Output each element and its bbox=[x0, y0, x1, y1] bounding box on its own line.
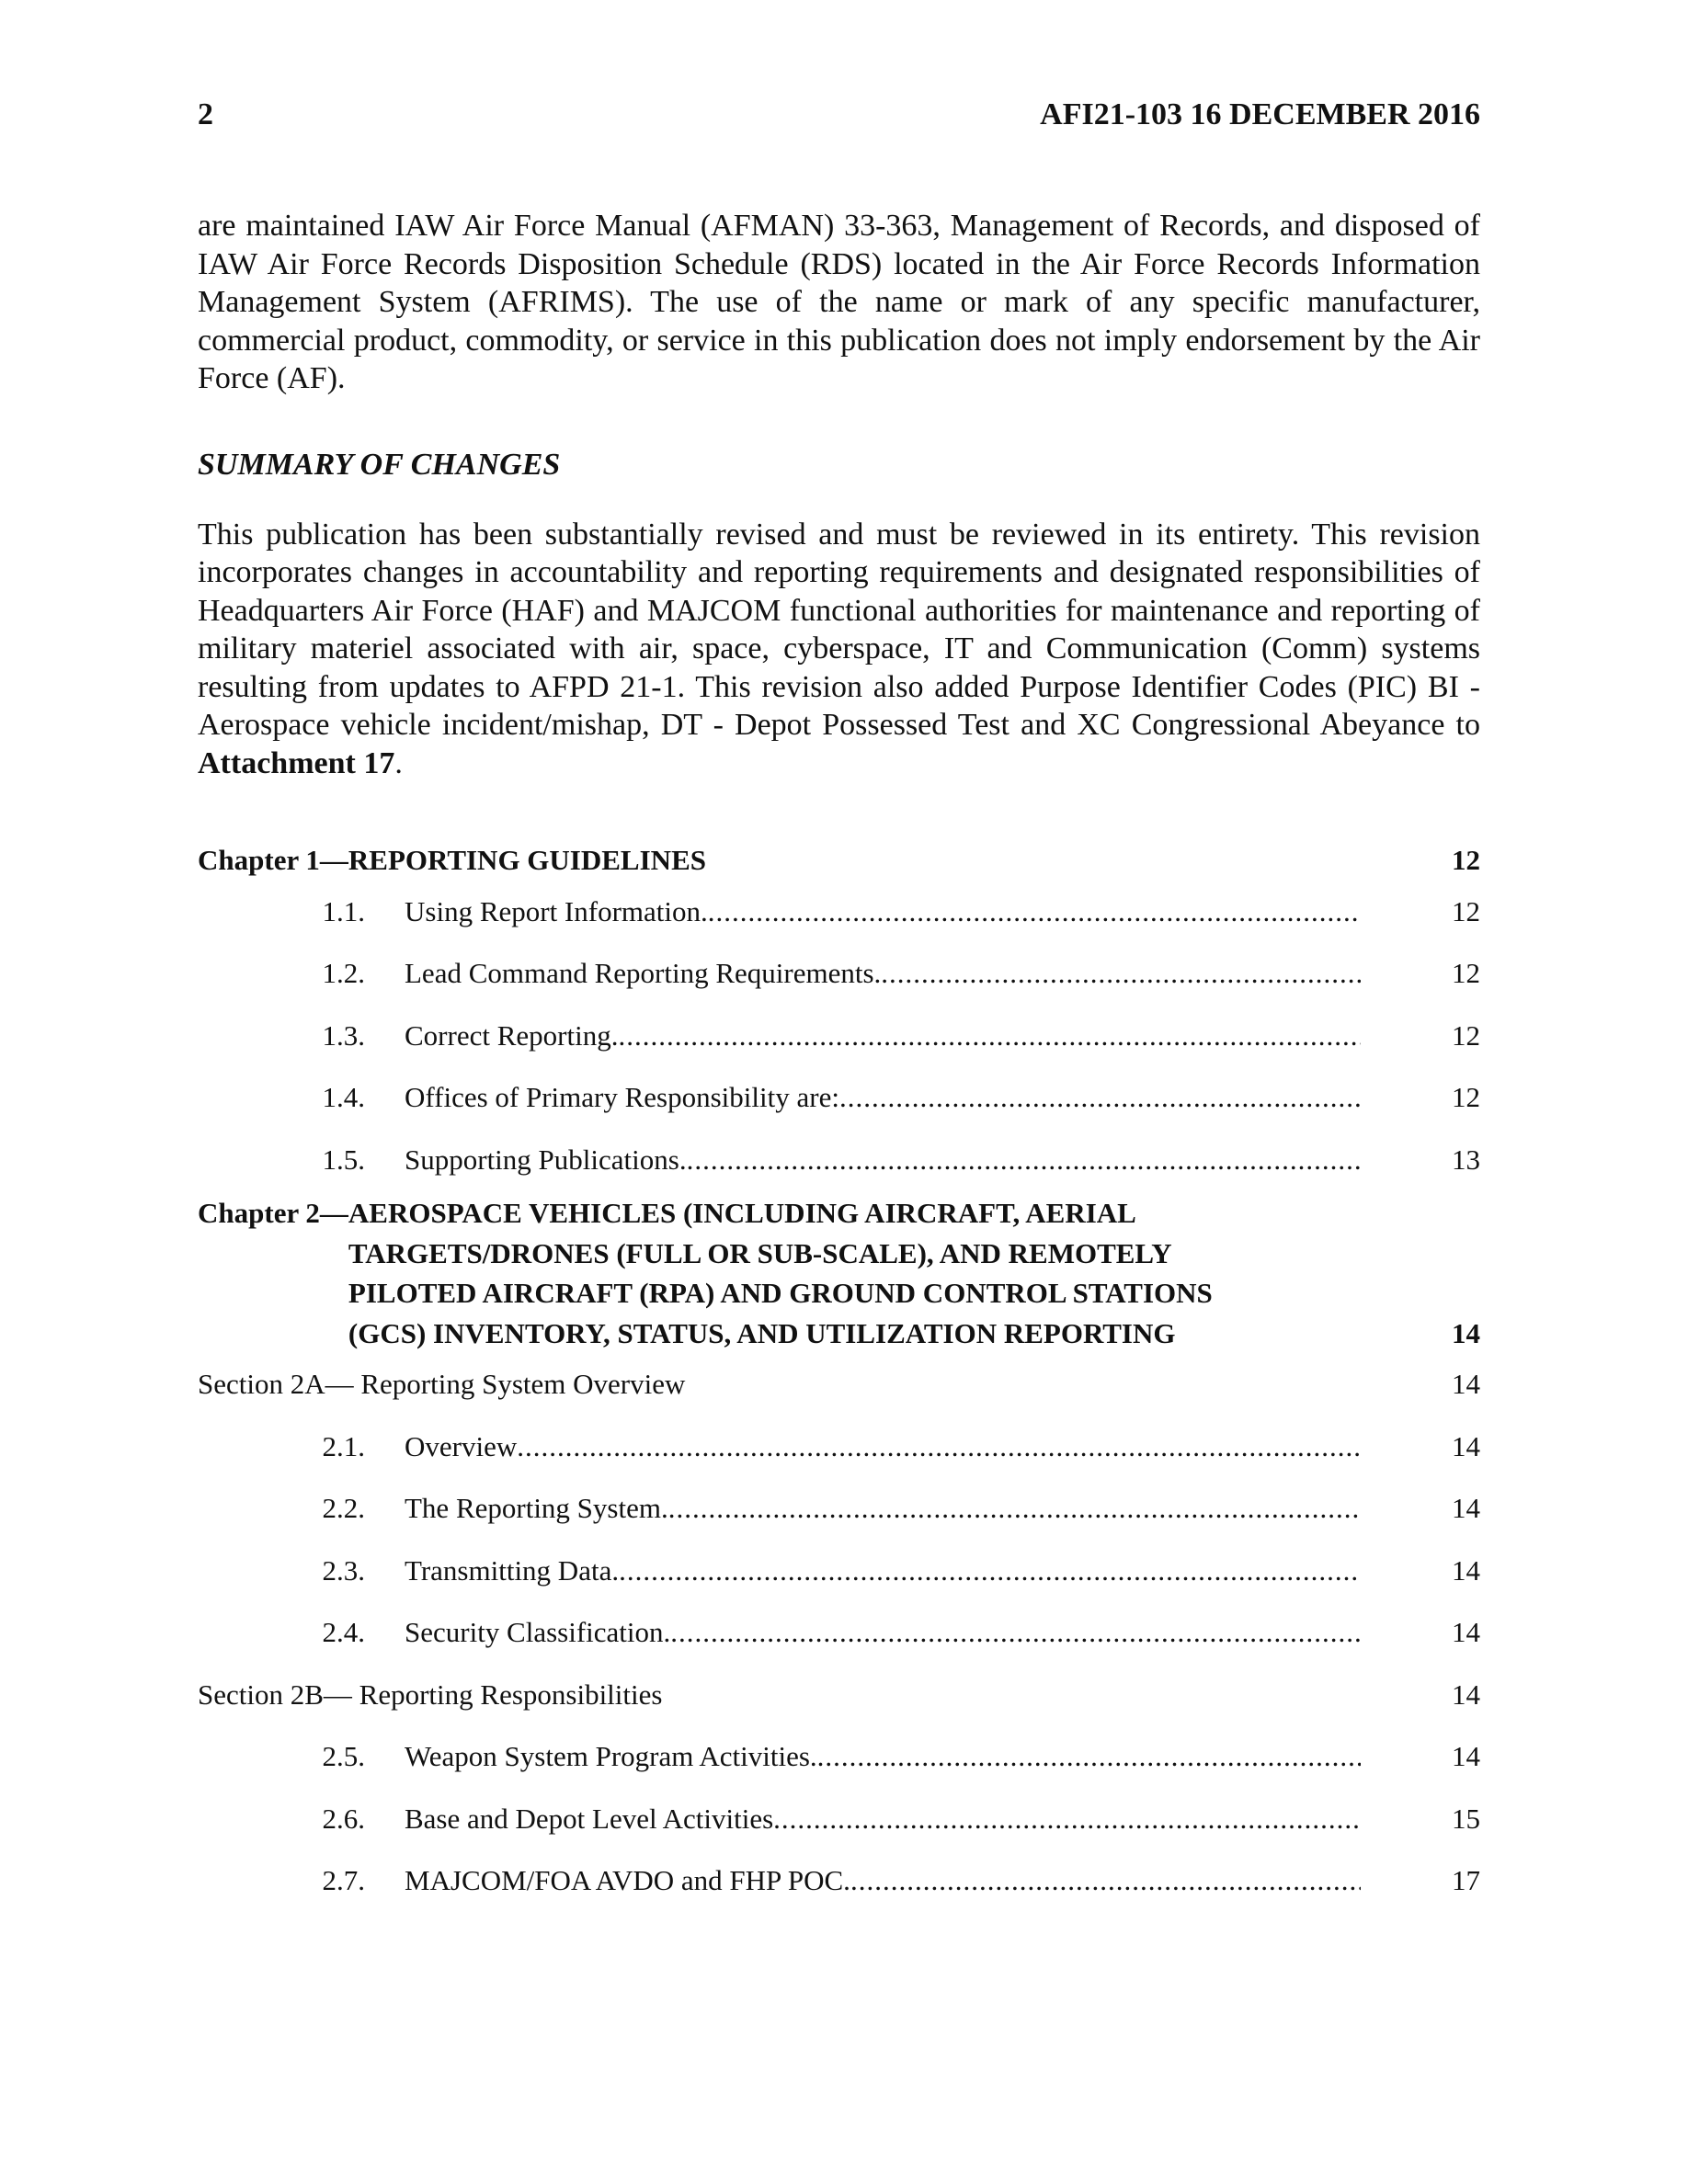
entry-page: 12 bbox=[1452, 1081, 1480, 1113]
toc-entry[interactable] bbox=[198, 1129, 1480, 1191]
toc-entry[interactable] bbox=[198, 942, 1480, 1005]
entry-number: 2.2. bbox=[322, 1492, 365, 1524]
dot-leader bbox=[668, 1477, 1361, 1540]
chapter-label: Chapter 1— bbox=[198, 844, 348, 876]
dot-leader bbox=[618, 1005, 1361, 1067]
section-page: 14 bbox=[1452, 1678, 1480, 1711]
entry-number: 2.5. bbox=[322, 1740, 365, 1772]
entry-title: Weapon System Program Activities. bbox=[405, 1740, 817, 1772]
dot-leader bbox=[517, 1416, 1361, 1478]
entry-page: 14 bbox=[1452, 1740, 1480, 1772]
section-title: Section 2B— Reporting Responsibilities bbox=[198, 1678, 663, 1711]
chapter-title: REPORTING GUIDELINES bbox=[348, 844, 706, 876]
entry-title: Offices of Primary Responsibility are: bbox=[405, 1081, 839, 1113]
toc-section-2b[interactable] bbox=[198, 1664, 1480, 1726]
document-page bbox=[198, 97, 1480, 1912]
toc-entry[interactable] bbox=[198, 881, 1480, 943]
entry-number: 2.7. bbox=[322, 1864, 365, 1896]
toc-chapter-1[interactable] bbox=[198, 840, 1480, 881]
toc-chapter-2[interactable] bbox=[198, 1193, 1480, 1353]
toc-entry[interactable] bbox=[198, 1725, 1480, 1788]
document-id: AFI21-103 16 DECEMBER 2016 bbox=[1040, 97, 1480, 131]
chapter-title: AEROSPACE VEHICLES (INCLUDING AIRCRAFT, AERIAL TARGETS/DRONES (FULL OR SUB-SCALE), AND REMOTELY PILOTED AIRCRAFT (RPA) AND GROUND CONTROL STATIONS (GCS) INVENTORY, STATUS, AND UTILIZATION REPORTING bbox=[348, 1197, 1213, 1349]
chapter-page: 14 bbox=[1452, 1316, 1480, 1349]
entry-page: 14 bbox=[1452, 1553, 1480, 1587]
toc-entry[interactable] bbox=[198, 1788, 1480, 1850]
dot-leader bbox=[619, 1540, 1361, 1602]
summary-heading: SUMMARY OF CHANGES bbox=[198, 447, 561, 482]
entry-title: Correct Reporting. bbox=[405, 1018, 619, 1052]
dot-leader bbox=[687, 1129, 1361, 1191]
entry-number: 1.1. bbox=[322, 894, 365, 927]
entry-number: 2.6. bbox=[322, 1802, 365, 1835]
dot-leader bbox=[839, 1066, 1361, 1129]
table-of-contents bbox=[198, 840, 1480, 1912]
entry-title: The Reporting System. bbox=[405, 1492, 668, 1524]
section-title: Section 2A— Reporting System Overview bbox=[198, 1368, 686, 1400]
chapter-label: Chapter 2— bbox=[198, 1197, 348, 1229]
entry-title: Supporting Publications. bbox=[405, 1143, 687, 1176]
intro-paragraph: are maintained IAW Air Force Manual (AFMAN) 33-363, Management of Records, and disposed of IAW Air Force Records Disposition Schedule (RDS) located in the Air Force Records Information Management System (AFRIMS). The use of the name or mark of any specific manufacturer, commercial product, commodity, or service in this publication does not imply endorsement by the Air Force (AF). bbox=[198, 209, 1480, 395]
toc-entry[interactable] bbox=[198, 1477, 1480, 1540]
entry-page: 13 bbox=[1452, 1143, 1480, 1176]
entry-page: 12 bbox=[1452, 957, 1480, 989]
entry-title: Security Classification. bbox=[405, 1616, 671, 1648]
toc-section-2b-entries bbox=[198, 1725, 1480, 1912]
entry-number: 1.5. bbox=[322, 1143, 365, 1176]
page-header bbox=[198, 97, 1480, 133]
entry-page: 12 bbox=[1452, 1018, 1480, 1052]
entry-number: 1.3. bbox=[322, 1018, 365, 1052]
summary-paragraph bbox=[198, 516, 1480, 783]
page-number: 2 bbox=[198, 97, 213, 131]
dot-leader bbox=[817, 1725, 1361, 1788]
summary-end: . bbox=[394, 745, 403, 780]
dot-leader bbox=[850, 1849, 1361, 1912]
entry-number: 1.4. bbox=[322, 1081, 365, 1113]
entry-page: 14 bbox=[1452, 1616, 1480, 1648]
dot-leader bbox=[708, 881, 1361, 943]
toc-entry[interactable] bbox=[198, 1601, 1480, 1664]
entry-page: 17 bbox=[1452, 1864, 1480, 1896]
entry-page: 14 bbox=[1452, 1492, 1480, 1524]
section-page: 14 bbox=[1452, 1368, 1480, 1400]
dot-leader bbox=[881, 942, 1361, 1005]
toc-section-2a[interactable] bbox=[198, 1353, 1480, 1416]
entry-page: 14 bbox=[1452, 1429, 1480, 1462]
entry-number: 2.4. bbox=[322, 1616, 365, 1648]
entry-number: 2.3. bbox=[322, 1553, 365, 1587]
entry-title: Base and Depot Level Activities bbox=[405, 1802, 774, 1835]
entry-number: 2.1. bbox=[322, 1429, 365, 1462]
attachment-reference: Attachment 17 bbox=[198, 745, 395, 780]
toc-entry[interactable] bbox=[198, 1849, 1480, 1912]
summary-body: This publication has been substantially revised and must be reviewed in its entirety. This revision incorporates changes in accountability and reporting requirements and designated responsibilities of Headquarters Air Force (HAF) and MAJCOM functional authorities for maintenance and reporting of military materiel associated with air, space, cyberspace, IT and Communication (Comm) systems resulting from updates to AFPD 21-1. This revision also added Purpose Identifier Codes (PIC) BI - Aerospace vehicle incident/mishap, DT - Depot Possessed Test and XC Congressional Abeyance to bbox=[198, 517, 1480, 742]
toc-entry[interactable] bbox=[198, 1066, 1480, 1129]
toc-entry[interactable] bbox=[198, 1005, 1480, 1067]
toc-entry[interactable] bbox=[198, 1540, 1480, 1602]
toc-entry[interactable] bbox=[198, 1416, 1480, 1478]
toc-chapter-1-entries bbox=[198, 881, 1480, 1191]
chapter-page: 12 bbox=[1452, 844, 1480, 876]
entry-title: Overview bbox=[405, 1429, 518, 1462]
entry-page: 12 bbox=[1452, 894, 1480, 927]
entry-page: 15 bbox=[1452, 1802, 1480, 1835]
entry-title: Lead Command Reporting Requirements. bbox=[405, 957, 882, 989]
toc-section-2a-entries bbox=[198, 1416, 1480, 1664]
entry-title: MAJCOM/FOA AVDO and FHP POC. bbox=[405, 1864, 850, 1896]
dot-leader bbox=[670, 1601, 1361, 1664]
entry-title: Transmitting Data. bbox=[405, 1553, 620, 1587]
entry-number: 1.2. bbox=[322, 957, 365, 989]
entry-title: Using Report Information. bbox=[405, 894, 708, 927]
dot-leader bbox=[773, 1788, 1361, 1850]
